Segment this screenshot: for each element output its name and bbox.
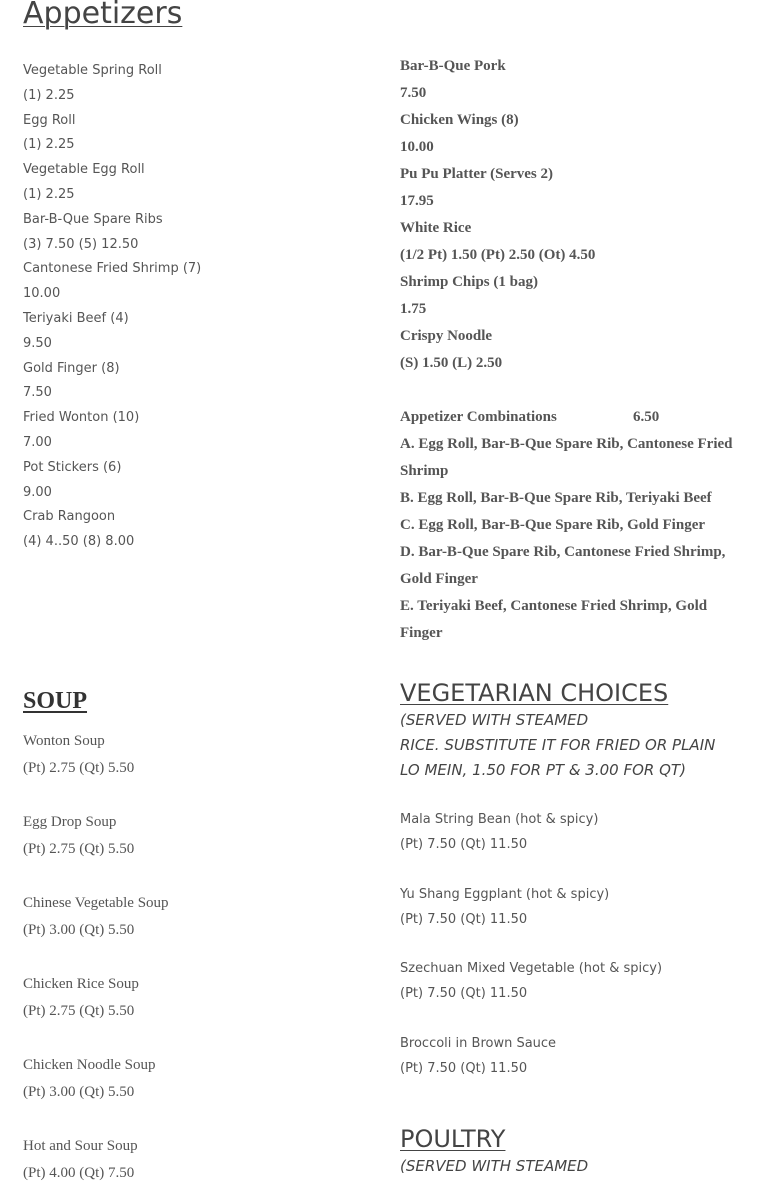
vegetarian-note-line: RICE. SUBSTITUTE IT FOR FRIED OR PLAIN — [400, 736, 716, 754]
soup-item-price: (Pt) 4.00 (Qt) 7.50 — [23, 1165, 135, 1181]
vegetarian-item-name: Mala String Bean (hot & spicy) — [400, 812, 599, 827]
menu-item-price: (3) 7.50 (5) 12.50 — [23, 236, 139, 252]
poultry-note: (SERVED WITH STEAMED — [400, 1157, 589, 1175]
combo-price: 6.50 — [633, 409, 660, 425]
menu-item-price: 7.50 — [400, 85, 427, 101]
menu-item-price: 9.50 — [23, 335, 52, 351]
menu-item-price: (1/2 Pt) 1.50 (Pt) 2.50 (Ot) 4.50 — [400, 247, 596, 263]
soup-heading: SOUP — [23, 688, 88, 714]
soup-item-price: (Pt) 2.75 (Qt) 5.50 — [23, 1003, 135, 1019]
menu-item-price: 1.75 — [400, 301, 427, 317]
menu-item-price: (1) 2.25 — [23, 87, 75, 103]
menu-item-name: Pot Stickers (6) — [23, 459, 122, 475]
combo-item: E. Teriyaki Beef, Cantonese Fried Shrimp, Gold Finger — [400, 598, 708, 641]
menu-item-price: 7.50 — [23, 385, 52, 401]
poultry-heading: POULTRY — [400, 1125, 506, 1153]
menu-item-name: Gold Finger (8) — [23, 360, 120, 376]
menu-item-name: Cantonese Fried Shrimp (7) — [23, 261, 202, 277]
soup-item-name: Egg Drop Soup — [23, 814, 117, 830]
combo-item: A. Egg Roll, Bar-B-Que Spare Rib, Cantonese Fried Shrimp — [400, 436, 733, 479]
vegetarian-item-price: (Pt) 7.50 (Qt) 11.50 — [400, 986, 528, 1001]
combo-label: Appetizer Combinations — [400, 409, 557, 425]
menu-item-name: White Rice — [400, 220, 472, 236]
menu-item-name: Vegetable Egg Roll — [23, 162, 145, 178]
menu-item-price: (1) 2.25 — [23, 187, 75, 202]
soup-item-name: Chinese Vegetable Soup — [23, 895, 169, 911]
menu-item-price: 17.95 — [400, 193, 434, 209]
menu-item-name: Pu Pu Platter (Serves 2) — [400, 166, 554, 182]
vegetarian-item-name: Yu Shang Eggplant (hot & spicy) — [400, 886, 610, 902]
soup-item-name: Chicken Rice Soup — [23, 976, 139, 992]
combo-item: C. Egg Roll, Bar-B-Que Spare Rib, Gold Finger — [400, 517, 706, 533]
soup-item-name: Hot and Sour Soup — [23, 1138, 138, 1154]
soup-item-price: (Pt) 3.00 (Qt) 5.50 — [23, 922, 135, 938]
vegetarian-item-price: (Pt) 7.50 (Qt) 11.50 — [400, 911, 528, 927]
menu-item-name: Teriyaki Beef (4) — [23, 311, 129, 326]
soup-item-price: (Pt) 3.00 (Qt) 5.50 — [23, 1084, 135, 1100]
menu-item-name: Shrimp Chips (1 bag) — [400, 274, 538, 290]
vegetarian-item-name: Broccoli in Brown Sauce — [400, 1035, 557, 1051]
menu-item-name: Fried Wonton (10) — [23, 410, 140, 426]
menu-item-price: (4) 4..50 (8) 8.00 — [23, 534, 135, 550]
vegetarian-note — [400, 708, 715, 783]
soup-item-price: (Pt) 2.75 (Qt) 5.50 — [23, 841, 135, 857]
soup-item-name: Wonton Soup — [23, 733, 105, 749]
vegetarian-note-line: LO MEIN, 1.50 FOR PT & 3.00 FOR QT) — [400, 761, 686, 779]
soup-item-price: (Pt) 2.75 (Qt) 5.50 — [23, 760, 135, 776]
menu-item-name: Crispy Noodle — [400, 328, 493, 344]
vegetarian-note-line: (SERVED WITH STEAMED — [400, 711, 589, 729]
menu-item-name: Chicken Wings (8) — [400, 112, 519, 128]
menu-item-price: 7.00 — [23, 435, 52, 450]
vegetarian-item-name: Szechuan Mixed Vegetable (hot & spicy) — [400, 961, 663, 976]
menu-item-price: (S) 1.50 (L) 2.50 — [400, 355, 503, 371]
vegetarian-item-price: (Pt) 7.50 (Qt) 11.50 — [400, 1060, 528, 1076]
menu-item-name: Vegetable Spring Roll — [23, 63, 162, 78]
combo-item: B. Egg Roll, Bar-B-Que Spare Rib, Teriyaki Beef — [400, 490, 712, 506]
menu-item-price: (1) 2.25 — [23, 137, 75, 153]
menu-item-name: Crab Rangoon — [23, 509, 116, 525]
soup-item-name: Chicken Noodle Soup — [23, 1057, 156, 1073]
vegetarian-heading: VEGETARIAN CHOICES — [400, 679, 669, 707]
combo-list — [400, 431, 740, 647]
menu-item-name: Egg Roll — [23, 112, 76, 128]
appetizers-heading: Appetizers — [23, 0, 183, 31]
menu-item-price: 10.00 — [400, 139, 434, 155]
menu-item-price: 9.00 — [23, 484, 52, 500]
combo-item: D. Bar-B-Que Spare Rib, Cantonese Fried Shrimp, Gold Finger — [400, 544, 726, 587]
menu-item-price: 10.00 — [23, 286, 61, 302]
menu-item-name: Bar-B-Que Spare Ribs — [23, 211, 163, 227]
menu-item-name: Bar-B-Que Pork — [400, 58, 506, 74]
vegetarian-item-price: (Pt) 7.50 (Qt) 11.50 — [400, 837, 528, 852]
